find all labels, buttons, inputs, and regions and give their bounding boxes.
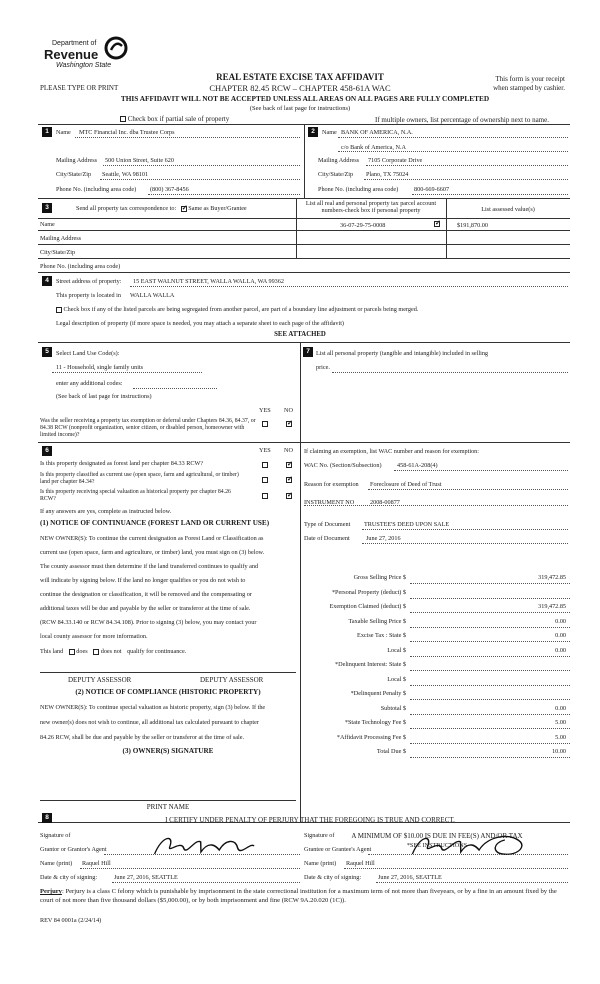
fee-value: 319,472.85 [538, 574, 566, 581]
grantor-signature [148, 832, 263, 860]
if-yes-note: If any answers are yes, complete as instructed below. [40, 508, 172, 515]
located-label: This property is located in [56, 292, 121, 299]
sec6-q3-no-checkbox[interactable] [286, 493, 292, 499]
notice1-line4: will indicate by signing below. If the land no longer qualifies or you do not wish to [40, 577, 246, 584]
street-address: 15 EAST WALNUT STREET, WALLA WALLA, WA 99362 [133, 278, 284, 285]
grantor-name-label: Name (print) [40, 860, 73, 867]
parcel-list-label: List all real and personal property tax parcel account numbers-check box if personal property [305, 200, 437, 215]
see-instructions: *SEE INSTRUCTIONS [406, 842, 468, 849]
current-use-question: Is this property classified as current use (open space, farm and agricultural, or timber) land per chapter 84.34? [40, 472, 239, 485]
grantee-name-label: Name (print) [304, 860, 337, 867]
fee-line [410, 685, 570, 686]
sec6-q2-yes [262, 476, 268, 483]
segregated [56, 306, 566, 313]
qualify-label: qualify for continuance. [127, 648, 187, 655]
owner-signature-title: (3) OWNER(S) SIGNATURE [122, 747, 214, 755]
agency-logo-icon [104, 36, 128, 60]
fee-line [410, 714, 570, 715]
agency-line1: Department of [52, 40, 97, 47]
notice1-line6: additional taxes will be due and payable by the seller or transferor at the time of sale. [40, 605, 251, 612]
sec6-yes-header: YES [259, 447, 271, 454]
fee-label: Taxable Selling Price $ [348, 617, 406, 625]
fee-label: Gross Selling Price $ [353, 574, 406, 581]
fee-row [300, 632, 570, 644]
send-correspondence-label: Send all property tax correspondence to: [76, 205, 177, 212]
sec6-q3-yes [262, 492, 268, 499]
sec6-q2-no [286, 476, 292, 483]
notice-continuance-title: (1) NOTICE OF CONTINUANCE (FOREST LAND OR CURRENT USE) [40, 519, 270, 527]
certify-statement: I CERTIFY UNDER PENALTY OF PERJURY THAT THE FOREGOING IS TRUE AND CORRECT. [165, 816, 455, 824]
seller-mailing: 500 Union Street, Suite 620 [105, 157, 174, 164]
sec5-yes-header: YES [259, 407, 271, 414]
buyer-co: c/o Bank of America, N.A [341, 144, 406, 151]
perjury-text: : Perjury is a class C felony which is punishable by imprisonment in the state correctional institution for a maximum term of not more than fiveyears, or by a fine in an amount fixed by the court of not more than five thousand dollars ($5,000.00), or by both imprisonment and fine (RCW 9A.20.020 (1C)). [40, 888, 557, 904]
partial-sale [120, 115, 229, 123]
sec5-q1-no-checkbox[interactable] [286, 421, 292, 427]
section-8-number: 8 [42, 813, 52, 823]
fee-line [410, 598, 570, 599]
fee-line [410, 583, 570, 584]
grantor-sig-label: Signature of [40, 832, 71, 839]
exemption-question: Was the seller receiving a property tax exemption or deferral under Chapters 84.36, 84.37, or 84.38 RCW (nonprofit organization, senior citizen, or disabled person, homeowner with limited income)? [40, 418, 256, 438]
section-2-number: 2 [308, 127, 318, 137]
sec6-q1-no [286, 461, 292, 468]
fee-line [410, 728, 570, 729]
sec5-q1-yes-checkbox[interactable] [262, 421, 268, 427]
fee-value: 319,472.85 [538, 603, 566, 610]
grantee-agent-label: Grantee or Grantee's Agent [304, 846, 372, 853]
seller-mailing-label: Mailing Address [56, 157, 98, 164]
notice1-line8: local county assessor for more information. [40, 633, 148, 640]
street-label: Street address of property: [56, 278, 122, 285]
notice1-line3: The county assessor must then determine if the land transferred continues to qualify and [40, 563, 259, 570]
fee-label: Exemption Claimed (deduct) $ [329, 603, 406, 610]
segregated-checkbox[interactable] [56, 307, 62, 313]
perjury-label: Perjury [40, 888, 62, 895]
doc-type-label: Type of Document [304, 521, 351, 528]
section-1-number: 1 [42, 127, 52, 137]
land-use-label: Select Land Use Code(s): [56, 350, 120, 357]
fee-value: 10.00 [552, 748, 566, 755]
seller-name: MTC Financial Inc. dba Trustee Corps [79, 129, 175, 136]
section-5-number: 5 [42, 347, 52, 357]
sec6-q1-yes [262, 461, 268, 468]
grantee-signature [405, 830, 530, 860]
deputy-assessor-1: DEPUTY ASSESSOR [68, 676, 132, 684]
reason-label: Reason for exemption [304, 481, 359, 488]
deputy-assessor-2: DEPUTY ASSESSOR [200, 676, 264, 684]
fee-line [410, 612, 570, 613]
grantee-sig-label: Signature of [304, 832, 335, 839]
seller-city: Seattle, WA 98101 [102, 171, 149, 178]
sec6-q3-yes-checkbox[interactable] [262, 493, 268, 499]
buyer-phone-label: Phone No. (including area code) [318, 186, 399, 193]
fee-row [300, 676, 570, 688]
grantee-date-label: Date & city of signing: [304, 874, 362, 881]
this-land-label: This land [40, 648, 64, 655]
grantee-name: Raquel Hill [346, 860, 375, 867]
personal-property-checkbox[interactable] [434, 221, 440, 227]
segregated-label: Check box if any of the listed parcels are being segregated from another parcel, are part of a boundary line adjustment or parcels being merged. [63, 306, 419, 313]
fee-line [410, 656, 570, 657]
fee-row [300, 618, 570, 630]
agency-line2: Revenue [44, 47, 99, 62]
section-6-number: 6 [42, 446, 52, 456]
notice1-line7: (RCW 84.33.140 or RCW 84.34.108). Prior to signing (3) below, you may contact your [40, 619, 257, 626]
does-label: does [76, 648, 88, 655]
fee-label: Excise Tax : State $ [357, 632, 406, 639]
see-attached: SEE ATTACHED [274, 331, 326, 338]
fee-label: Subtotal $ [380, 704, 406, 712]
fee-label: Local $ [387, 646, 406, 654]
partial-sale-label: Check box if partial sale of property [127, 115, 230, 123]
does-not-checkbox[interactable] [93, 649, 99, 655]
correspondence-name-label: Name [40, 221, 55, 228]
fee-line [410, 757, 570, 758]
grantee-date: June 27, 2016, SEATTLE [378, 874, 442, 881]
buyer-name: BANK OF AMERICA, N.A. [341, 129, 413, 136]
notice2-line1: NEW OWNER(S): To continue special valuation as historic property, sign (3) below. If the [40, 704, 266, 711]
personal-property-check [434, 220, 440, 227]
buyer-city: Plano, TX 75024 [366, 171, 409, 178]
does-not-label: does not [100, 648, 122, 655]
fee-value: 5.00 [555, 719, 566, 726]
fee-label: *Personal Property (deduct) $ [331, 588, 406, 596]
additional-codes-label: enter any additional codes: [56, 380, 123, 387]
personal-property-label: List all personal property (tangible and intangible) included in selling [316, 350, 489, 357]
notice1-line2: current use (open space, farm and agriculture, or timber) land, you must sign on (3) below. [40, 549, 265, 556]
located-county: WALLA WALLA [130, 292, 175, 299]
instrument-value: 2008-00877 [370, 499, 400, 506]
notice1-line5: continue the designation or classification, it will be removed and the compensating or [40, 591, 252, 598]
form-chapter: CHAPTER 82.45 RCW – CHAPTER 458-61A WAC [209, 83, 391, 93]
wac-label: WAC No. (Section/Subsection) [304, 462, 382, 469]
fee-row [300, 647, 570, 659]
legal-description-label: Legal description of property (if more space is needed, you may attach a separate sheet to each page of the affidavit) [56, 320, 344, 327]
doc-date-label: Date of Document [304, 535, 350, 542]
grantee-signature-mark [405, 830, 530, 860]
fee-row [300, 661, 570, 673]
fee-value: 0.00 [555, 632, 566, 639]
please-type: PLEASE TYPE OR PRINT [40, 84, 119, 92]
form-number: REV 84 0001a (2/24/14) [40, 917, 102, 924]
fee-line [410, 627, 570, 628]
sec5-q1-yes [262, 420, 268, 427]
notice2-line3: 84.26 RCW, shall be due and payable by the seller or transferor at the time of sale. [40, 734, 245, 741]
wac-value: 458-61A-208(4) [397, 462, 438, 469]
receipt-note: This form is your receipt [495, 75, 565, 83]
assessed-value: $191,870.00 [457, 222, 488, 229]
multiple-owners-note: If multiple owners, list percentage of ownership next to name. [375, 116, 549, 124]
doc-date-value: June 27, 2016 [366, 535, 401, 542]
correspondence-phone-label: Phone No. (including area code) [40, 263, 121, 270]
fee-value: 0.00 [555, 617, 566, 625]
notice1-line1: NEW OWNER(S): To continue the current designation as Forest Land or Classification as [40, 535, 264, 542]
correspondence-city-label: City/State/Zip [40, 249, 76, 256]
sec6-q1-yes-checkbox[interactable] [262, 462, 268, 468]
seller-name-label: Name [56, 129, 71, 136]
seller-phone-label: Phone No. (including area code) [56, 186, 137, 193]
notice-compliance-title: (2) NOTICE OF COMPLIANCE (HISTORIC PROPERTY) [75, 688, 261, 696]
fee-row [300, 748, 570, 760]
fee-row [300, 589, 570, 601]
grantor-signature-mark [148, 832, 263, 860]
assessed-label: List assessed value(s) [481, 206, 535, 213]
grantor-date: June 27, 2016, SEATTLE [114, 874, 178, 881]
sec6-q2-yes-checkbox[interactable] [262, 477, 268, 483]
doc-type-value: TRUSTEE'S DEED UPON SALE [364, 521, 450, 528]
fee-row [300, 705, 570, 717]
grantor-name: Raquel Hill [82, 860, 111, 867]
fee-row [300, 690, 570, 702]
section-4-number: 4 [42, 276, 52, 286]
agency-line3: Washington State [56, 62, 112, 69]
fee-value: 0.00 [555, 646, 566, 654]
seller-city-label: City/State/Zip [56, 171, 92, 178]
forest-question: Is this property designated as forest land per chapter 84.33 RCW? [40, 460, 204, 467]
correspondence-mailing-label: Mailing Address [40, 235, 82, 242]
fee-label: *Affidavit Processing Fee $ [336, 733, 406, 741]
fee-label: Local $ [387, 675, 406, 683]
fee-label: Total Due $ [376, 748, 406, 755]
fee-line [410, 641, 570, 642]
form-title: REAL ESTATE EXCISE TAX AFFIDAVIT [216, 72, 384, 82]
same-as-buyer-label: Same as Buyer/Grantee [188, 205, 247, 212]
fee-row [300, 574, 570, 586]
sec6-q1-no-checkbox[interactable] [286, 462, 292, 468]
historic-question: Is this property receiving special valuation as historical property per chapter 84.26 RCW? [40, 489, 231, 502]
fee-row [300, 719, 570, 731]
fee-row [300, 603, 570, 615]
instrument-label: INSTRUMENT NO [304, 499, 355, 506]
send-correspondence [76, 205, 247, 212]
fee-value: 5.00 [555, 733, 566, 741]
agency-logo [40, 36, 130, 76]
sec5-no-header: NO [284, 407, 293, 414]
perjury-notice [40, 888, 568, 905]
land-use-see-back: (See back of last page for instructions) [56, 393, 152, 400]
sec6-q3-no [286, 492, 292, 499]
does-checkbox[interactable] [69, 649, 75, 655]
continuance-qualify [40, 648, 186, 655]
exemption-label: If claiming an exemption, list WAC number and reason for exemption: [304, 448, 479, 455]
parcel-number: 36-07-29-75-0008 [340, 222, 386, 229]
fee-value: 0.00 [555, 704, 566, 712]
buyer-phone: 800-669-6607 [414, 186, 450, 193]
fee-line [410, 699, 570, 700]
sec6-q2-no-checkbox[interactable] [286, 477, 292, 483]
print-name-label: PRINT NAME [146, 803, 190, 811]
fee-label: *Delinquent Penalty $ [350, 690, 406, 697]
land-use-code: 11 - Household, single family units [56, 364, 144, 371]
fee-line [410, 670, 570, 671]
form-warning: THIS AFFIDAVIT WILL NOT BE ACCEPTED UNLESS ALL AREAS ON ALL PAGES ARE FULLY COMPLETED [120, 94, 490, 103]
receipt-note-2: when stamped by cashier. [493, 84, 565, 92]
same-as-buyer-checkbox[interactable] [181, 206, 187, 212]
see-back: (See back of last page for instructions) [249, 105, 351, 112]
buyer-mailing-label: Mailing Address [318, 157, 360, 164]
buyer-city-label: City/State/Zip [318, 171, 354, 178]
minimum-due: A MINIMUM OF $10.00 IS DUE IN FEE(S) AND/OR TAX [351, 832, 523, 840]
section-7-number: 7 [303, 347, 313, 357]
personal-property-price: price. [316, 364, 330, 371]
grantor-date-label: Date & city of signing: [40, 874, 98, 881]
seller-phone: (800) 367-8456 [150, 186, 189, 193]
partial-sale-checkbox[interactable] [120, 116, 126, 122]
fee-line [410, 743, 570, 744]
notice2-line2: new owner(s) does not wish to continue, all additional tax calculated pursuant to chapter [40, 719, 259, 726]
fee-label: *State Technology Fee $ [344, 719, 406, 726]
buyer-mailing: 7105 Corporate Drive [368, 157, 423, 164]
section-3-number: 3 [42, 203, 52, 213]
fee-label: *Delinquent Interest: State $ [335, 661, 406, 668]
sec6-no-header: NO [284, 447, 293, 454]
buyer-name-label: Name [322, 129, 337, 136]
grantor-agent-label: Grantor or Grantor's Agent [40, 846, 107, 853]
sec5-q1-no [286, 420, 292, 427]
fee-row [300, 734, 570, 746]
reason-value: Foreclosure of Deed of Trust [370, 481, 442, 488]
